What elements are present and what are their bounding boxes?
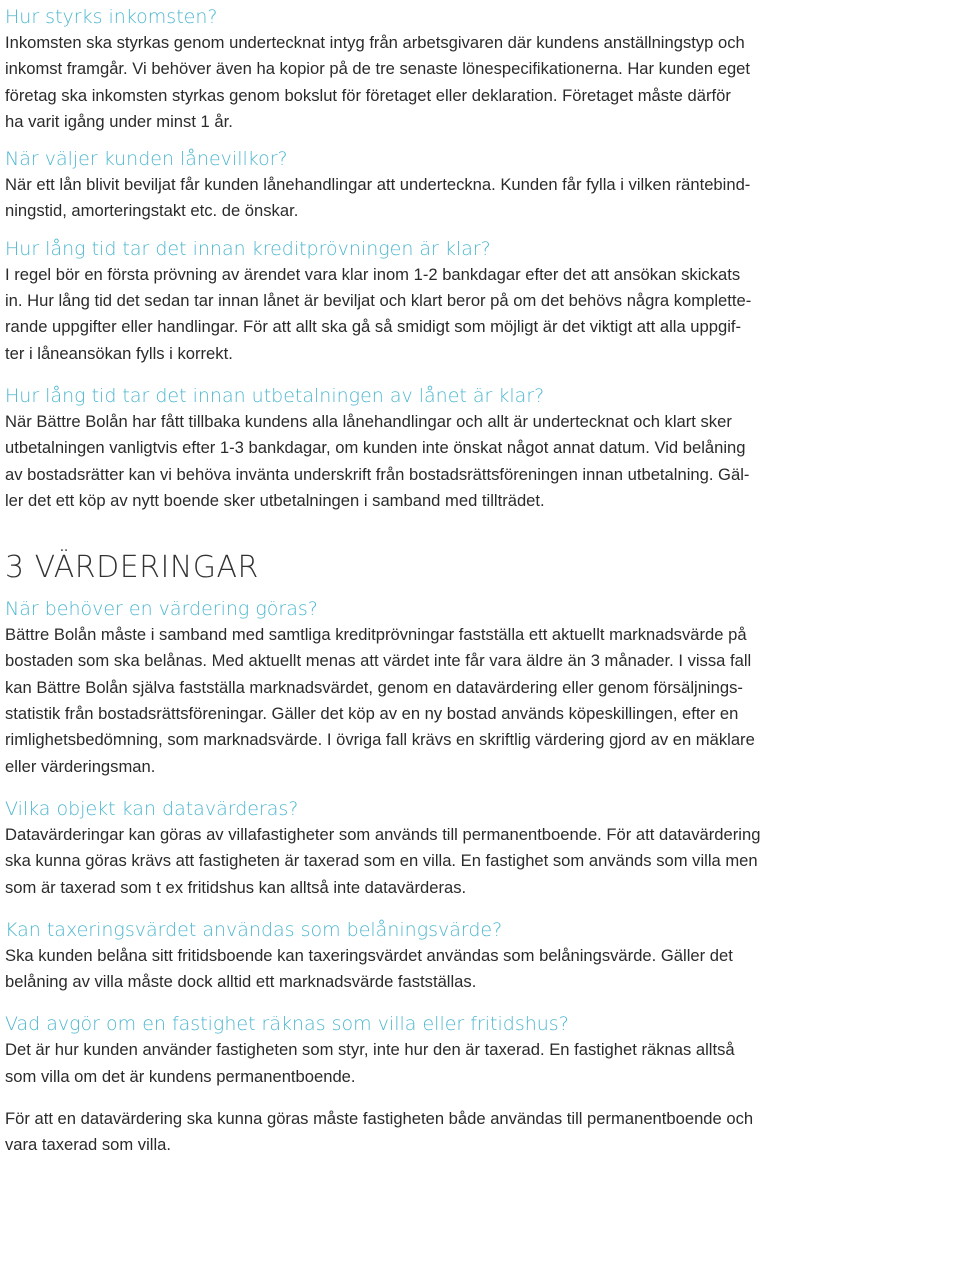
answer-paragraph [5, 262, 956, 367]
text-line: För att en datavärdering ska kunna göras måste fastigheten både användas till permanentboende och [5, 1109, 754, 1129]
text-line: av bostadsrätter kan vi behöva invänta underskrift från bostadsrättsföreningen innan utbetalning. Gäl- [5, 464, 750, 484]
question-heading: Hur styrks inkomsten? [5, 6, 218, 28]
text-line: rimlighetsbedömning, som marknadsvärde. I övriga fall krävs en skriftlig värdering gjord av en mäklare [5, 730, 755, 750]
text-line: Det är hur kunden använder fastigheten som styr, inte hur den är taxerad. En fastighet räknas alltså [5, 1040, 735, 1060]
text-line: När Bättre Bolån har fått tillbaka kundens alla lånehandlingar och allt är undertecknat och klart sker [5, 411, 732, 431]
text-line: utbetalningen vanligtvis efter 1-3 bankdagar, om kunden inte önskat något annat datum. Vid belåning [5, 438, 746, 458]
text-line: in. Hur lång tid det sedan tar innan lånet är beviljat och klart beror på om det behövs några komplette- [5, 291, 752, 311]
text-line: kan Bättre Bolån själva fastställa marknadsvärdet, genom en datavärdering eller genom försäljnings- [5, 677, 743, 697]
answer-paragraph [5, 622, 956, 780]
text-line: som villa om det är kundens permanentboende. [5, 1066, 356, 1086]
text-line: ter i låneansökan fylls i korrekt. [5, 343, 233, 363]
text-line: ska kunna göras krävs att fastigheten är taxerad som en villa. En fastighet som används som villa men [5, 851, 758, 871]
text-line: ha varit igång under minst 1 år. [5, 111, 233, 131]
question-heading: Vilka objekt kan datavärderas? [5, 797, 299, 820]
question-heading: När väljer kunden lånevillkor? [5, 148, 288, 171]
answer-paragraph [5, 409, 956, 514]
question-heading: Kan taxeringsvärdet användas som belåningsvärde? [5, 918, 503, 941]
text-line: Bättre Bolån måste i samband med samtliga kreditprövningar fastställa ett aktuellt marknadsvärde på [5, 625, 747, 645]
text-line: företag ska inkomsten styrkas genom bokslut för företaget eller deklaration. Företaget måste därför [5, 85, 731, 105]
section-title: 3 VÄRDERINGAR [5, 550, 259, 586]
question-heading: När behöver en värdering göras? [5, 598, 318, 621]
text-line: Datavärderingar kan göras av villafastigheter som används till permanentboende. För att datavärdering [5, 824, 761, 844]
text-line: Inkomsten ska styrkas genom undertecknat intyg från arbetsgivaren där kundens anställningstyp och [5, 33, 745, 52]
answer-paragraph [5, 172, 956, 225]
text-line: bostaden som ska belånas. Med aktuellt menas att värdet inte får vara äldre än 3 månader. I vissa fall [5, 651, 752, 671]
text-line: När ett lån blivit beviljat får kunden lånehandlingar att underteckna. Kunden får fylla i vilken räntebind- [5, 175, 751, 195]
text-line: ningstid, amorteringstakt etc. de önskar. [5, 201, 299, 221]
closing-paragraph [5, 1106, 956, 1159]
answer-paragraph [5, 822, 956, 901]
answer-paragraph [5, 943, 956, 996]
text-line: vara taxerad som villa. [5, 1135, 172, 1155]
answer-paragraph [5, 30, 956, 135]
question-heading: Hur lång tid tar det innan utbetalningen av lånet är klar? [5, 384, 545, 407]
text-line: rande uppgifter eller handlingar. För att allt ska gå så smidigt som möjligt är det viktigt att alla uppgif- [5, 317, 742, 337]
text-line: Ska kunden belåna sitt fritidsboende kan taxeringsvärdet användas som belåningsvärde. Gäller det [5, 945, 733, 965]
text-line: ler det ett köp av nytt boende sker utbetalningen i samband med tillträdet. [5, 490, 545, 510]
text-line: eller värderingsman. [5, 756, 156, 776]
text-line: som är taxerad som t ex fritidshus kan alltså inte datavärderas. [5, 877, 467, 897]
text-line: I regel bör en första prövning av ärendet vara klar inom 1-2 bankdagar efter det att ansökan skickats [5, 264, 741, 284]
answer-paragraph [5, 1037, 956, 1090]
question-heading: Vad avgör om en fastighet räknas som villa eller fritidshus? [5, 1013, 569, 1036]
question-heading: Hur lång tid tar det innan kreditprövningen är klar? [5, 237, 491, 260]
text-line: belåning av villa måste dock alltid ett marknadsvärde fastställas. [5, 972, 477, 992]
text-line: inkomst framgår. Vi behöver även ha kopior på de tre senaste lönespecifikationerna. Har kunden eget [5, 59, 751, 79]
text-line: statistik från bostadsrättsföreningar. Gäller det köp av en ny bostad används köpeskillingen, efter en [5, 704, 739, 724]
